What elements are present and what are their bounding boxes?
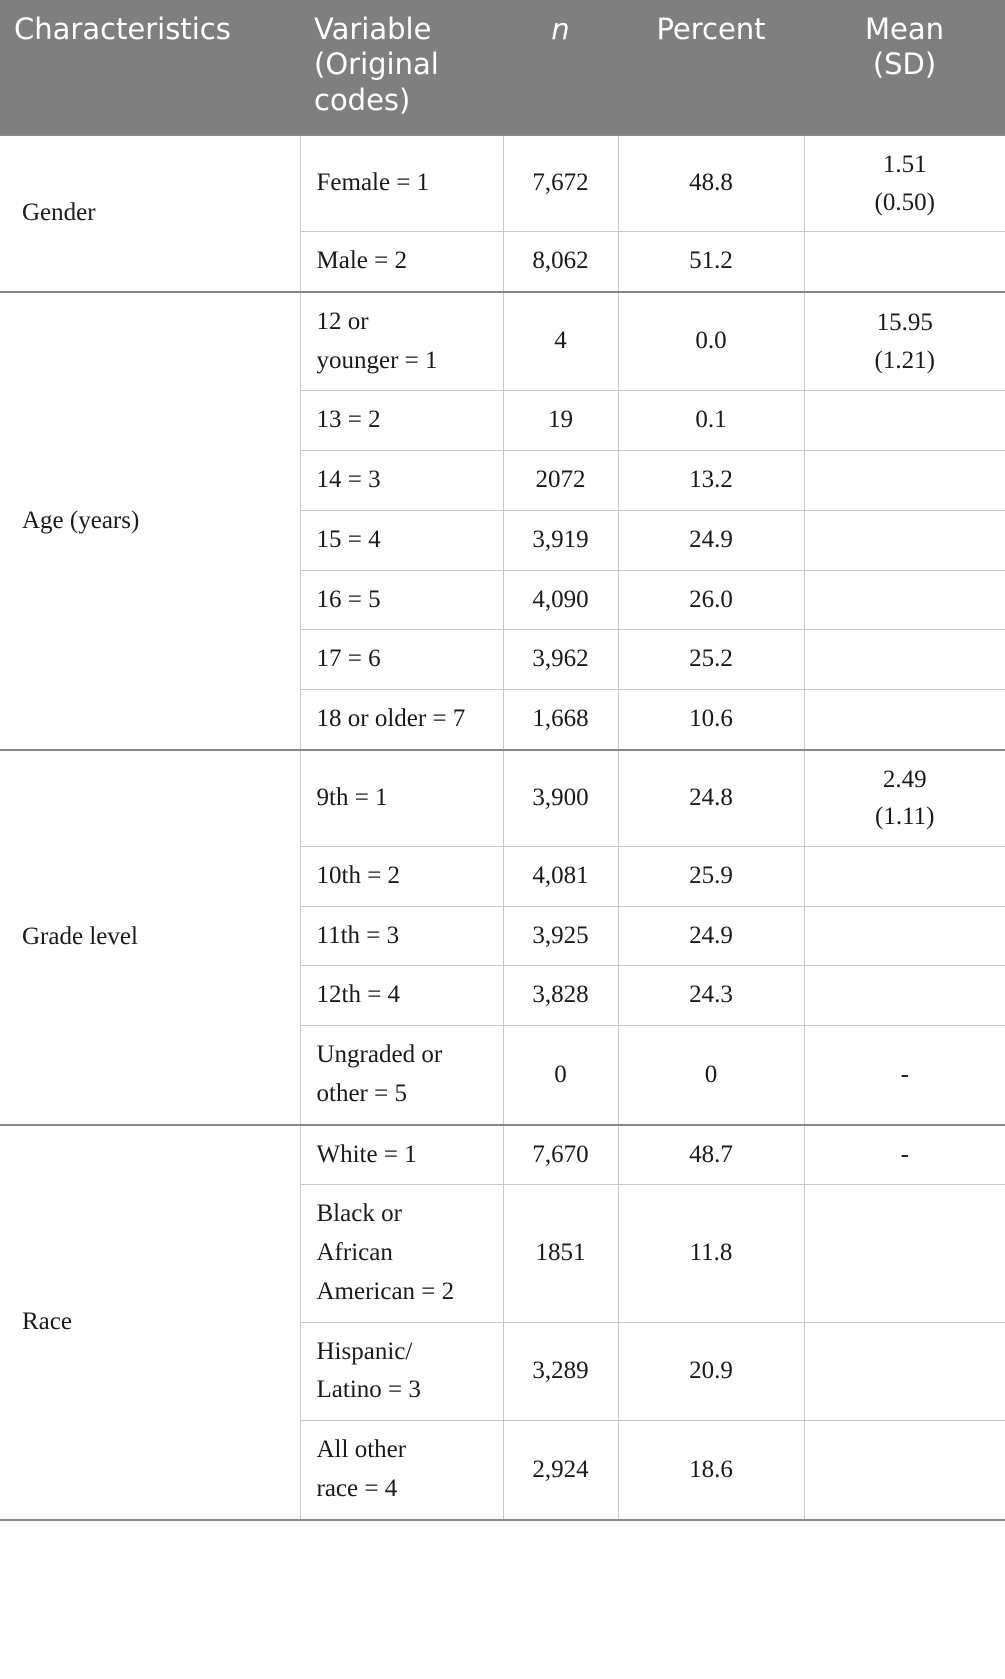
n-value: 3,919 [503, 510, 618, 570]
header-row [0, 0, 1005, 135]
group-label-grade-level: Grade level [0, 750, 300, 1125]
n-value: 2,924 [503, 1421, 618, 1520]
percent-value: 48.8 [618, 135, 804, 232]
variable-label: Male = 2 [300, 232, 503, 292]
column-header-variable-line2: (Original [314, 47, 439, 82]
sd-value: (1.21) [874, 346, 935, 374]
mean-sd-value [804, 451, 1005, 511]
variable-label: 13 = 2 [300, 391, 503, 451]
column-header-variable-line1: Variable [314, 12, 432, 46]
column-header-characteristics: Characteristics [0, 0, 300, 135]
mean-sd-value [804, 846, 1005, 906]
percent-value: 18.6 [618, 1421, 804, 1520]
n-value: 1,668 [503, 690, 618, 750]
table-body [0, 135, 1005, 1520]
mean-sd-value [804, 750, 1005, 847]
n-value: 4 [503, 292, 618, 391]
variable-label: 16 = 5 [300, 570, 503, 630]
percent-value: 25.9 [618, 846, 804, 906]
mean-sd-value [804, 1322, 1005, 1421]
percent-value: 25.2 [618, 630, 804, 690]
variable-label-line3: American = 2 [316, 1277, 455, 1305]
table-row [0, 750, 1005, 847]
column-header-mean-sd [804, 0, 1005, 135]
mean-sd-value [804, 570, 1005, 630]
percent-value: 13.2 [618, 451, 804, 511]
percent-value: 48.7 [618, 1125, 804, 1185]
variable-label-line2: younger = 1 [316, 346, 438, 374]
mean-value: 2.49 [882, 765, 927, 793]
variable-label-line2: Latino = 3 [316, 1376, 421, 1404]
percent-value: 24.9 [618, 906, 804, 966]
variable-label: 15 = 4 [300, 510, 503, 570]
variable-label: 11th = 3 [300, 906, 503, 966]
mean-sd-value [804, 1421, 1005, 1520]
sd-value: (1.11) [875, 803, 935, 831]
percent-value: 51.2 [618, 232, 804, 292]
group-label-gender: Gender [0, 135, 300, 292]
percent-value: 26.0 [618, 570, 804, 630]
variable-label-line1: 12 or [316, 307, 369, 335]
percent-value: 0.0 [618, 292, 804, 391]
variable-label [300, 292, 503, 391]
percent-value: 24.3 [618, 966, 804, 1026]
n-value: 3,289 [503, 1322, 618, 1421]
variable-label [300, 1322, 503, 1421]
variable-label-line1: Ungraded or [316, 1041, 443, 1069]
table-header [0, 0, 1005, 135]
mean-sd-value: - [804, 1026, 1005, 1125]
variable-label-line1: All other [316, 1436, 407, 1464]
mean-sd-value: - [804, 1125, 1005, 1185]
variable-label-line2: African [316, 1239, 393, 1267]
mean-sd-value [804, 906, 1005, 966]
n-value: 4,090 [503, 570, 618, 630]
variable-label: Female = 1 [300, 135, 503, 232]
percent-value: 24.9 [618, 510, 804, 570]
variable-label: 14 = 3 [300, 451, 503, 511]
sd-value: (0.50) [874, 188, 935, 216]
n-value: 3,962 [503, 630, 618, 690]
n-value: 8,062 [503, 232, 618, 292]
mean-value: 15.95 [876, 309, 933, 337]
table-row [0, 135, 1005, 232]
percent-value: 10.6 [618, 690, 804, 750]
n-value: 0 [503, 1026, 618, 1125]
percent-value: 0 [618, 1026, 804, 1125]
group-label-age: Age (years) [0, 292, 300, 750]
percent-value: 11.8 [618, 1185, 804, 1322]
variable-label: 10th = 2 [300, 846, 503, 906]
column-header-mean-line2: (SD) [872, 47, 937, 82]
column-header-variable-line3: codes) [314, 82, 411, 117]
column-header-mean-line1: Mean [864, 12, 944, 46]
mean-value: 1.51 [882, 151, 927, 179]
variable-label [300, 1185, 503, 1322]
n-value: 3,900 [503, 750, 618, 847]
mean-sd-value [804, 292, 1005, 391]
n-value: 1851 [503, 1185, 618, 1322]
n-value: 7,670 [503, 1125, 618, 1185]
n-value: 3,828 [503, 966, 618, 1026]
n-value: 19 [503, 391, 618, 451]
variable-label: 17 = 6 [300, 630, 503, 690]
n-value: 4,081 [503, 846, 618, 906]
table-row [0, 292, 1005, 391]
column-header-variable [300, 0, 503, 135]
percent-value: 20.9 [618, 1322, 804, 1421]
mean-sd-value [804, 630, 1005, 690]
variable-label [300, 1421, 503, 1520]
column-header-n: n [503, 0, 618, 135]
mean-sd-value [804, 232, 1005, 292]
variable-label [300, 1026, 503, 1125]
variable-label-line2: race = 4 [316, 1474, 398, 1502]
percent-value: 0.1 [618, 391, 804, 451]
variable-label-line1: Hispanic/ [316, 1337, 413, 1365]
variable-label: 12th = 4 [300, 966, 503, 1026]
variable-label: 18 or older = 7 [300, 690, 503, 750]
n-value: 3,925 [503, 906, 618, 966]
n-value: 2072 [503, 451, 618, 511]
mean-sd-value [804, 1185, 1005, 1322]
variable-label-line1: Black or [316, 1200, 402, 1228]
group-label-race: Race [0, 1125, 300, 1520]
n-value: 7,672 [503, 135, 618, 232]
table-row [0, 1125, 1005, 1185]
mean-sd-value [804, 391, 1005, 451]
mean-sd-value [804, 135, 1005, 232]
mean-sd-value [804, 510, 1005, 570]
variable-label-line2: other = 5 [316, 1079, 407, 1107]
mean-sd-value [804, 966, 1005, 1026]
percent-value: 24.8 [618, 750, 804, 847]
column-header-percent: Percent [618, 0, 804, 135]
mean-sd-value [804, 690, 1005, 750]
variable-label: 9th = 1 [300, 750, 503, 847]
variable-label: White = 1 [300, 1125, 503, 1185]
